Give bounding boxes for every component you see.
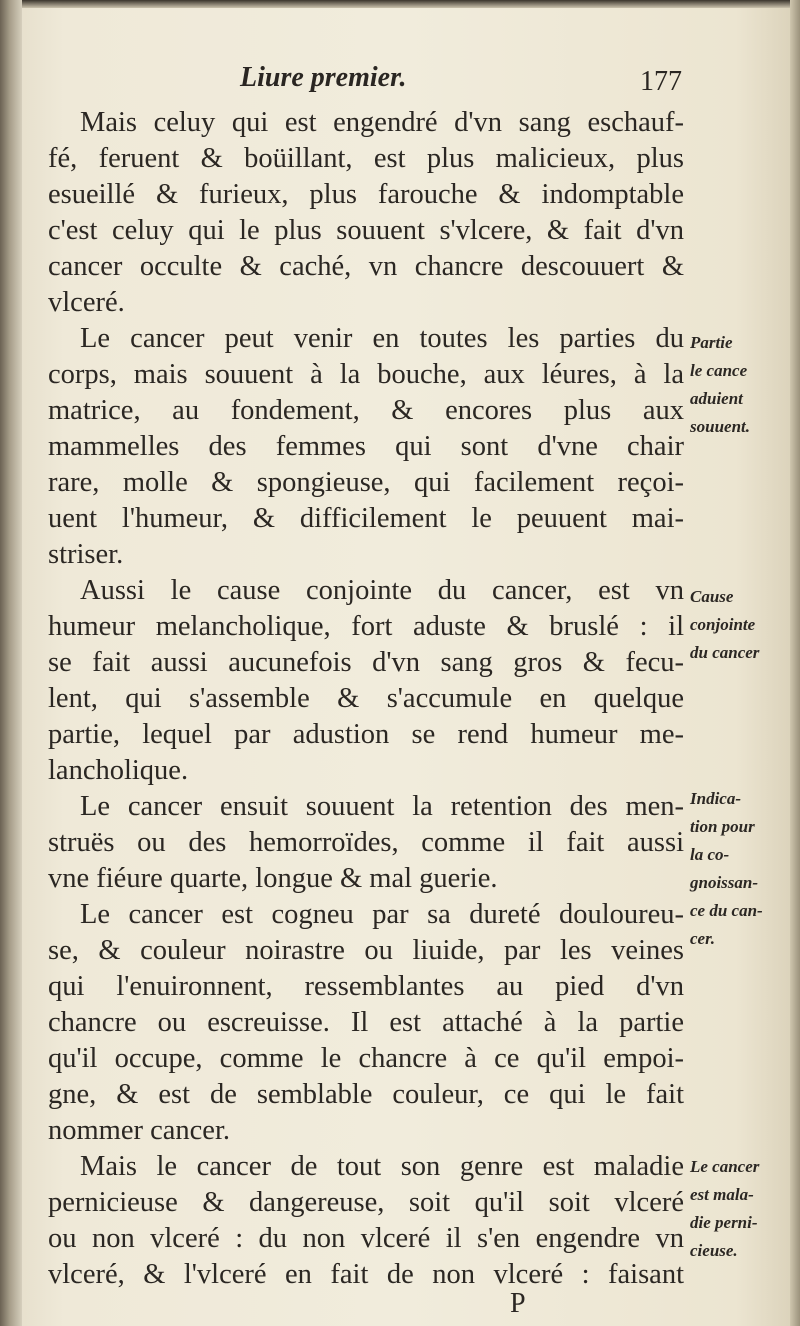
margin-note-line: Indica- [690, 789, 741, 808]
text-line: se, & couleur noirastre ou liuide, par les veines [48, 935, 684, 966]
text-line: c'est celuy qui le plus souuent s'vlcere, & fait d'vn [48, 215, 684, 246]
margin-note-line: Le cancer [690, 1157, 760, 1176]
text-line: Aussi le cause conjointe du cancer, est vn [80, 575, 684, 606]
text-line: qui l'enuironnent, ressemblantes au pied d'vn [48, 971, 684, 1002]
margin-note-line: du cancer [690, 643, 760, 662]
text-line: cancer occulte & caché, vn chancre descouuert & [48, 251, 684, 282]
text-line: partie, lequel par adustion se rend humeur me- [48, 719, 684, 750]
running-head: Liure premier. [240, 62, 407, 93]
text-line: lancholique. [48, 755, 189, 786]
margin-note-line: aduient [690, 389, 743, 408]
text-line: ou non vlceré : du non vlceré il s'en engendre vn [48, 1223, 684, 1254]
text-line: Mais celuy qui est engendré d'vn sang eschauf- [80, 107, 684, 138]
margin-note-line: Partie [690, 333, 733, 352]
page-header [0, 60, 800, 100]
text-line: fé, feruent & boüillant, est plus malicieux, plus [48, 143, 684, 174]
text-line: qu'il occupe, comme le chancre à ce qu'il empoi- [48, 1043, 684, 1074]
text-line: humeur melancholique, fort aduste & bruslé : il [48, 611, 684, 642]
margin-note-line: souuent. [690, 417, 750, 436]
signature-mark: P [510, 1288, 526, 1319]
text-line: Le cancer est cogneu par sa dureté douloureu- [80, 899, 684, 930]
text-line: matrice, au fondement, & encores plus aux [48, 395, 684, 426]
margin-note-line: le cance [690, 361, 748, 380]
margin-note-line: Cause [690, 587, 734, 606]
text-line: Mais le cancer de tout son genre est maladie [80, 1151, 684, 1182]
margin-note-line: cer. [690, 929, 716, 948]
text-line: Le cancer peut venir en toutes les parties du [80, 323, 684, 354]
text-line: mammelles des femmes qui sont d'vne chair [48, 431, 684, 462]
margin-note-line: tion pour [690, 817, 755, 836]
text-line: vne fiéure quarte, longue & mal guerie. [48, 863, 498, 894]
text-line: vlceré. [48, 287, 125, 318]
page-top-edge [0, 0, 800, 8]
text-line: gne, & est de semblable couleur, ce qui le fait [48, 1079, 684, 1110]
text-line: se fait aussi aucunefois d'vn sang gros & fecu- [48, 647, 684, 678]
text-line: vlceré, & l'vlceré en fait de non vlceré : faisant [48, 1259, 684, 1290]
text-line: chancre ou escreuisse. Il est attaché à la partie [48, 1007, 684, 1038]
page-number: 177 [640, 66, 682, 97]
text-line: esueillé & furieux, plus farouche & indomptable [48, 179, 684, 210]
text-line: pernicieuse & dangereuse, soit qu'il soit vlceré [48, 1187, 684, 1218]
text-line: struës ou des hemorroïdes, comme il fait aussi [48, 827, 684, 858]
margin-note-line: die perni- [690, 1213, 758, 1232]
page-right-edge [790, 0, 800, 1326]
margin-note-line: gnoissan- [690, 873, 759, 892]
margin-note-line: est mala- [690, 1185, 754, 1204]
margin-note-line: ce du can- [690, 901, 763, 920]
text-line: rare, molle & spongieuse, qui facilement reçoi- [48, 467, 684, 498]
text-line: lent, qui s'assemble & s'accumule en quelque [48, 683, 684, 714]
text-line: corps, mais souuent à la bouche, aux léures, à la [48, 359, 684, 390]
text-line: striser. [48, 539, 124, 570]
text-line: nommer cancer. [48, 1115, 230, 1146]
text-line: Le cancer ensuit souuent la retention des men- [80, 791, 684, 822]
margin-note-line: cieuse. [690, 1241, 738, 1260]
book-spine-shadow [0, 0, 22, 1326]
margin-note-line: la co- [690, 845, 730, 864]
text-line: uent l'humeur, & difficilement le peuuent mai- [48, 503, 684, 534]
margin-note-line: conjointe [690, 615, 756, 634]
